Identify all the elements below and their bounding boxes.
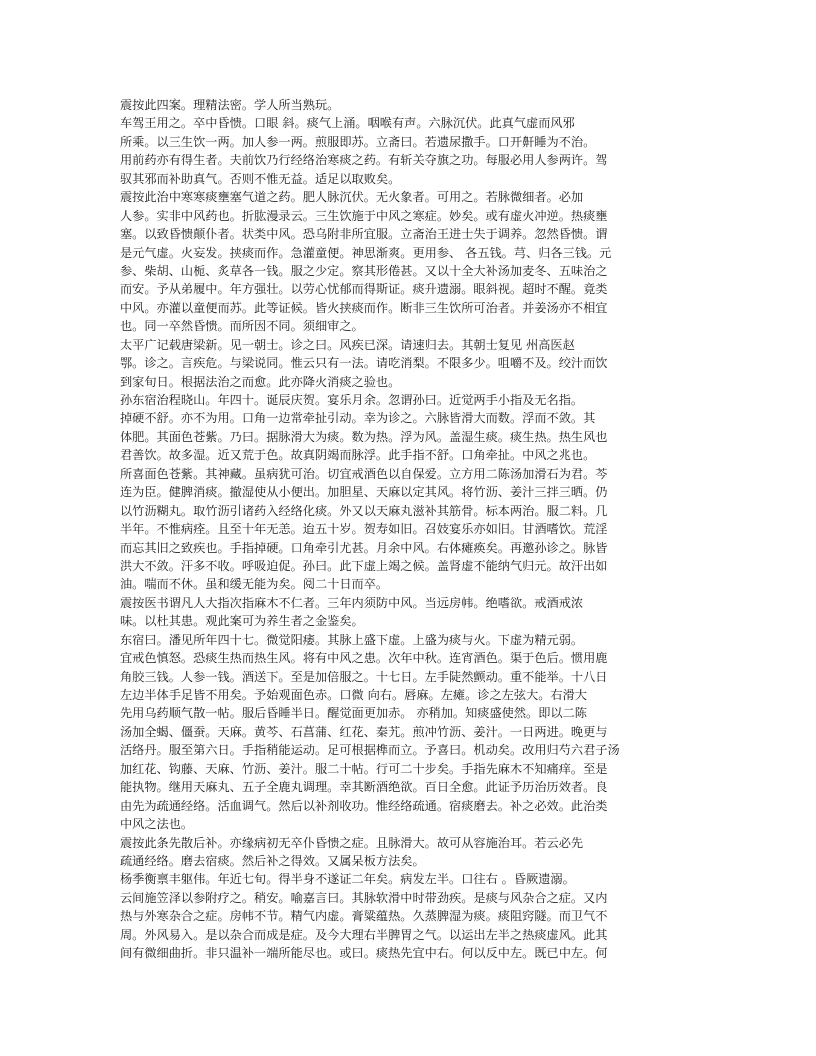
text-line: 而安。予从弟履中。年方强壮。以劳心忧郁而得斯证。痰升遗溺。眼斜视。超时不醒。竟类 [120, 282, 608, 297]
text-line: 震按医书谓凡人大指次指麻木不仁者。三年内须防中风。当远房帏。绝嗜欲。戒酒戒浓 [120, 595, 584, 610]
text-line: 活络丹。服至第六日。手指稍能运动。足可根据榫而立。予喜曰。机动矣。改用归芍六君子汤 [120, 743, 620, 758]
text-line: 宜戒色慎怒。恐痰生热而热生风。将有中风之患。次年中秋。连宵酒色。渠于色后。惯用鹿 [120, 651, 608, 666]
document-page [120, 96, 700, 981]
text-line: 所喜面色苍紫。其神藏。虽病犹可治。切宜戒酒色以自保爱。立方用二陈汤加滑石为君。芩 [120, 466, 608, 481]
text-line: 震按此四案。理精法密。学人所当熟玩。 [120, 98, 340, 112]
text-line: 周。外风易入。是以杂合而成是症。及今大理右半脾胃之气。以运出左半之热痰虚风。此其 [120, 927, 608, 942]
text-line: 而忘其旧之致疾也。手指掉硬。口角牵引尤甚。月余中风。右体瘫痪矣。再邀孙诊之。脉皆 [120, 540, 608, 555]
text-line: 人参。实非中风药也。折肱漫录云。三生饮施于中风之寒症。妙矣。或有虚火冲逆。热痰壅 [120, 208, 608, 223]
text-line: 到家旬日。根据法治之而愈。此亦降火消痰之验也。 [120, 374, 401, 389]
text-line: 半年。不惟病痊。且至十年无恙。迨五十岁。贺寿如旧。召妓宴乐亦如旧。甘酒嗜饮。荒淫 [120, 522, 608, 537]
text-line: 中风。亦灌以童便而苏。此等证候。皆火挟痰而作。断非三生饮所可治者。并姜汤亦不相宜 [120, 300, 608, 315]
text-line: 先用乌药顺气散一帖。服后昏睡半日。醒觉面更加赤。 亦稍加。知痰盛使然。即以二陈 [120, 706, 587, 721]
text-line: 连为臣。健脾消痰。撤湿使从小便出。加胆星、天麻以定其风。将竹沥、姜汁三拌三晒。仍 [120, 485, 608, 500]
text-line: 东宿曰。潘见所年四十七。微觉阳痿。其脉上盛下虚。上盛为痰与火。下虚为精元弱。 [120, 632, 584, 647]
text-line: 是元气虚。火妄发。挟痰而作。急灌童便。神思渐爽。更用参、 各五钱。芎、归各三钱。元 [120, 245, 612, 260]
text-line: 君善饮。故多湿。近又荒于色。故真阴竭而脉浮。此手指不舒。口角牵扯。中风之兆也。 [120, 448, 596, 463]
text-line: 孙东宿治程晓山。年四十。诞辰庆贺。宴乐月余。忽谓孙曰。近觉两手小指及无名指。 [120, 393, 584, 407]
text-line: 油。喘而不休。虽和缓无能为矣。阅二十日而卒。 [120, 577, 389, 592]
text-line: 掉硬不舒。亦不为用。口角一边常牵扯引动。幸为诊之。六脉皆滑大而数。浮而不敛。其 [120, 411, 596, 426]
text-line: 角胶三钱。人参一钱。酒送下。至是加倍服之。十七日。左手陡然颤动。重不能举。十八日 [120, 669, 608, 684]
text-line: 疏通经络。磨去宿痰。然后补之得效。又属呆板方法矣。 [120, 853, 425, 868]
text-line: 太平广记载唐梁新。见一朝士。诊之曰。风疾已深。请速归去。其朝士复见 州高医赵 [120, 337, 575, 352]
text-line: 塞。以致昏愦颠仆者。状类中风。恐乌附非所宜服。立斋治王进士失于调养。忽然昏愦。谓 [120, 227, 608, 242]
text-line: 热与外寒杂合之症。房帏不节。精气内虚。膏粱蕴热。久蒸脾湿为痰。痰阻窍隧。而卫气不 [120, 909, 608, 924]
text-line: 由先为疏通经络。活血调气。然后以补剂收功。惟经络疏通。宿痰磨去。补之必效。此治类 [120, 798, 608, 813]
text-line: 车驾王用之。卒中昏愦。口眼 斜。痰气上涌。咽喉有声。六脉沉伏。此真气虚而风邪 [120, 116, 575, 131]
text-line: 洪大不敛。汗多不收。呼吸迫促。孙曰。此下虚上竭之候。盖肾虚不能纳气归元。故汗出如 [120, 558, 608, 573]
text-line: 云间施笠泽以参附疗之。稍安。喻嘉言曰。其脉软滑中时带劲疾。是痰与风杂合之症。又内 [120, 890, 608, 905]
text-line: 震按此条先散后补。亦缘病初无卒仆昏愦之症。且脉滑大。故可从容施治耳。若云必先 [120, 835, 584, 850]
text-line: 参、柴胡、山栀、炙草各一钱。服之少定。察其形倦甚。又以十全大补汤加麦冬、五味治之 [120, 263, 608, 278]
text-line: 以竹沥糊丸。取竹沥引诸药入经络化痰。外又以天麻丸滋补其筋骨。标本两治。服二料。几 [120, 503, 608, 518]
text-line: 用前药亦有得生者。夫前饮乃行经络治寒痰之药。有斩关夺旗之功。每服必用人参两许。驾 [120, 153, 608, 168]
text-line: 左边半体手足皆不用矣。予始观面色赤。口微 向右。唇麻。左瘫。诊之左弦大。右滑大 [120, 688, 587, 702]
text-line: 汤加全蝎、僵蚕。天麻。黄芩、石菖蒲、红花、秦艽。煎冲竹沥、姜汁。一日两进。晚更与 [120, 724, 608, 739]
text-line: 所乘。以三生饮一两。加人参一两。煎服即苏。立斋曰。若遗尿撒手。口开鼾睡为不治。 [120, 134, 596, 149]
text-line: 体肥。其面色苍紫。乃曰。据脉滑大为痰。数为热。浮为风。盖湿生痰。痰生热。热生风也 [120, 429, 608, 444]
text-line: 味。以杜其患。观此案可为养生者之金鉴矣。 [120, 614, 364, 629]
text-line [120, 963, 700, 981]
text-line: 也。同一卒然昏愦。而所因不同。须细审之。 [120, 319, 364, 334]
text-line: 杨季衡禀丰躯伟。年近七旬。得半身不遂证二年矣。病发左半。口往右 。昏厥遗溺。 [120, 872, 575, 887]
text-line: 鄂。诊之。言疾危。与梁说同。惟云只有一法。请吃消梨。不限多少。咀嚼不及。绞汁而饮 [120, 356, 608, 371]
text-line: 加红花、钩藤、天麻、竹沥、姜汁。服二十帖。行可二十步矣。手指先麻木不知痛痒。至是 [120, 761, 608, 776]
text-line: 驭其邪而补助真气。否则不惟无益。适足以取败矣。 [120, 171, 401, 186]
text-line: 震按此治中寒寒痰壅塞气道之药。肥人脉沉伏。无火象者。可用之。若脉微细者。必加 [120, 190, 584, 205]
text-line: 中风之法也。 [120, 817, 194, 832]
text-line: 能执物。继用天麻丸、五子全鹿丸调理。幸其断酒绝欲。百日全愈。此证予历治历效者。良 [120, 780, 608, 795]
text-line: 间有微细曲折。非只温补一端所能尽也。或曰。痰热先宜中右。何以反中左。既已中左。何 [120, 946, 608, 961]
